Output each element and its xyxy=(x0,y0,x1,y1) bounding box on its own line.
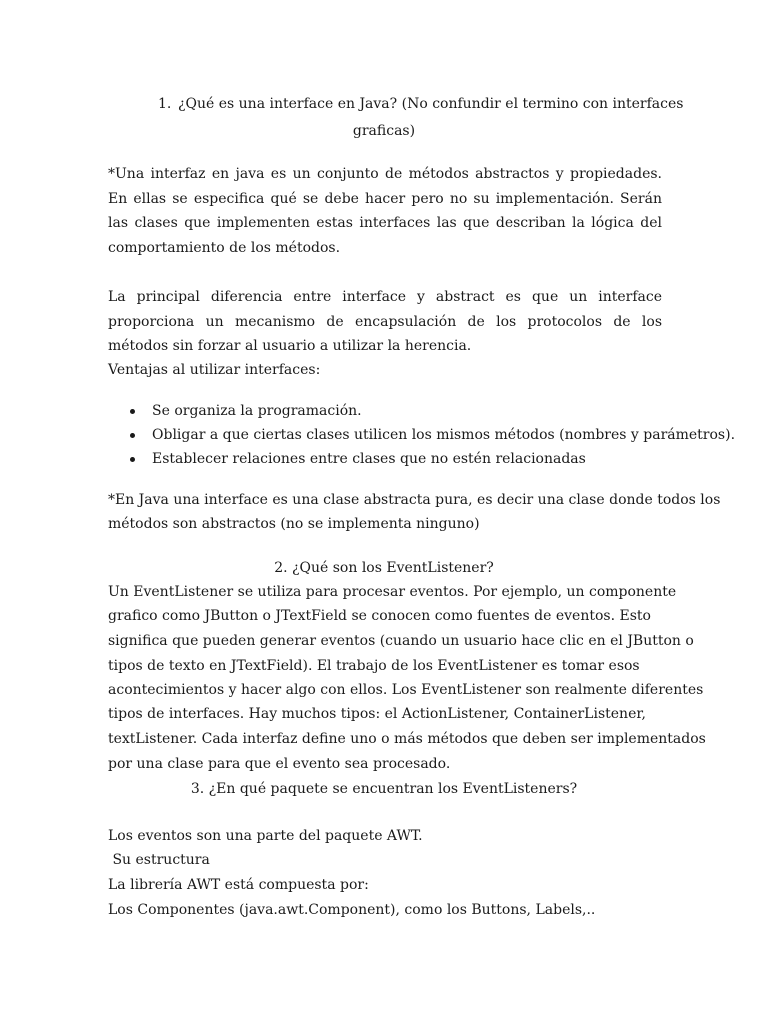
q2-line-4: tipos de texto en JTextField). El trabajo de los EventListener es tomar esos xyxy=(108,658,640,674)
advantages-list xyxy=(108,399,735,471)
q3-line-2: Su estructura xyxy=(108,852,210,868)
q2-line-2: grafico como JButton o JTextField se conocen como fuentes de eventos. Esto xyxy=(108,608,651,624)
q1-heading-line2: graficas) xyxy=(352,123,416,139)
q1-paragraph-2-text: La principal diferencia entre interface y abstract es que un interface proporciona un mecanismo de encapsulación de los protocolos de los métodos sin forzar al usuario a utilizar la herencia. xyxy=(108,289,662,354)
q3-heading: 3. ¿En qué paquete se encuentran los EventListeners? xyxy=(190,781,578,797)
q2-line-6: tipos de interfaces. Hay muchos tipos: el ActionListener, ContainerListener, xyxy=(108,706,646,722)
q1-paragraph-2 xyxy=(108,285,662,359)
q3-line-4: Los Componentes (java.awt.Component), como los Buttons, Labels,.. xyxy=(108,902,596,918)
list-item xyxy=(108,399,735,423)
q2-line-8: por una clase para que el evento sea procesado. xyxy=(108,756,451,772)
q3-line-1: Los eventos son una parte del paquete AWT. xyxy=(108,828,423,844)
q2-line-5: acontecimientos y hacer algo con ellos. Los EventListener son realmente diferentes xyxy=(108,682,704,698)
bullet-icon xyxy=(130,409,135,414)
bullet-icon xyxy=(130,433,135,438)
list-item-text: Se organiza la programación. xyxy=(152,403,362,419)
list-item xyxy=(108,423,735,447)
list-item xyxy=(108,447,735,471)
q1-paragraph-3-line2: métodos son abstractos (no se implementa ninguno) xyxy=(108,516,480,532)
q1-paragraph-3-line1: *En Java una interface es una clase abstracta pura, es decir una clase donde todos los xyxy=(108,492,721,508)
advantages-title: Ventajas al utilizar interfaces: xyxy=(108,362,321,378)
q2-line-7: textListener. Cada interfaz define uno o más métodos que deben ser implementados xyxy=(108,731,706,747)
q2-line-3: significa que pueden generar eventos (cuando un usuario hace clic en el JButton o xyxy=(108,633,694,649)
q1-paragraph-1 xyxy=(108,162,662,260)
q1-heading-line1: ¿Qué es una interface en Java? (No confundir el termino con interfaces xyxy=(178,96,684,112)
list-item-text: Establecer relaciones entre clases que no estén relacionadas xyxy=(152,451,586,467)
q1-number: 1. xyxy=(158,96,172,112)
q2-line-1: Un EventListener se utiliza para procesar eventos. Por ejemplo, un componente xyxy=(108,584,677,600)
bullet-icon xyxy=(130,457,135,462)
list-item-text: Obligar a que ciertas clases utilicen los mismos métodos (nombres y parámetros). xyxy=(152,427,736,443)
q1-paragraph-1-text: *Una interfaz en java es un conjunto de métodos abstractos y propiedades. En ellas se especifica qué se debe hacer pero no su implementación. Serán las clases que implementen estas interfaces las que describan la lógica del comportamiento de los métodos. xyxy=(108,166,662,256)
q2-heading: 2. ¿Qué son los EventListener? xyxy=(274,560,494,576)
q3-line-3: La librería AWT está compuesta por: xyxy=(108,877,369,893)
